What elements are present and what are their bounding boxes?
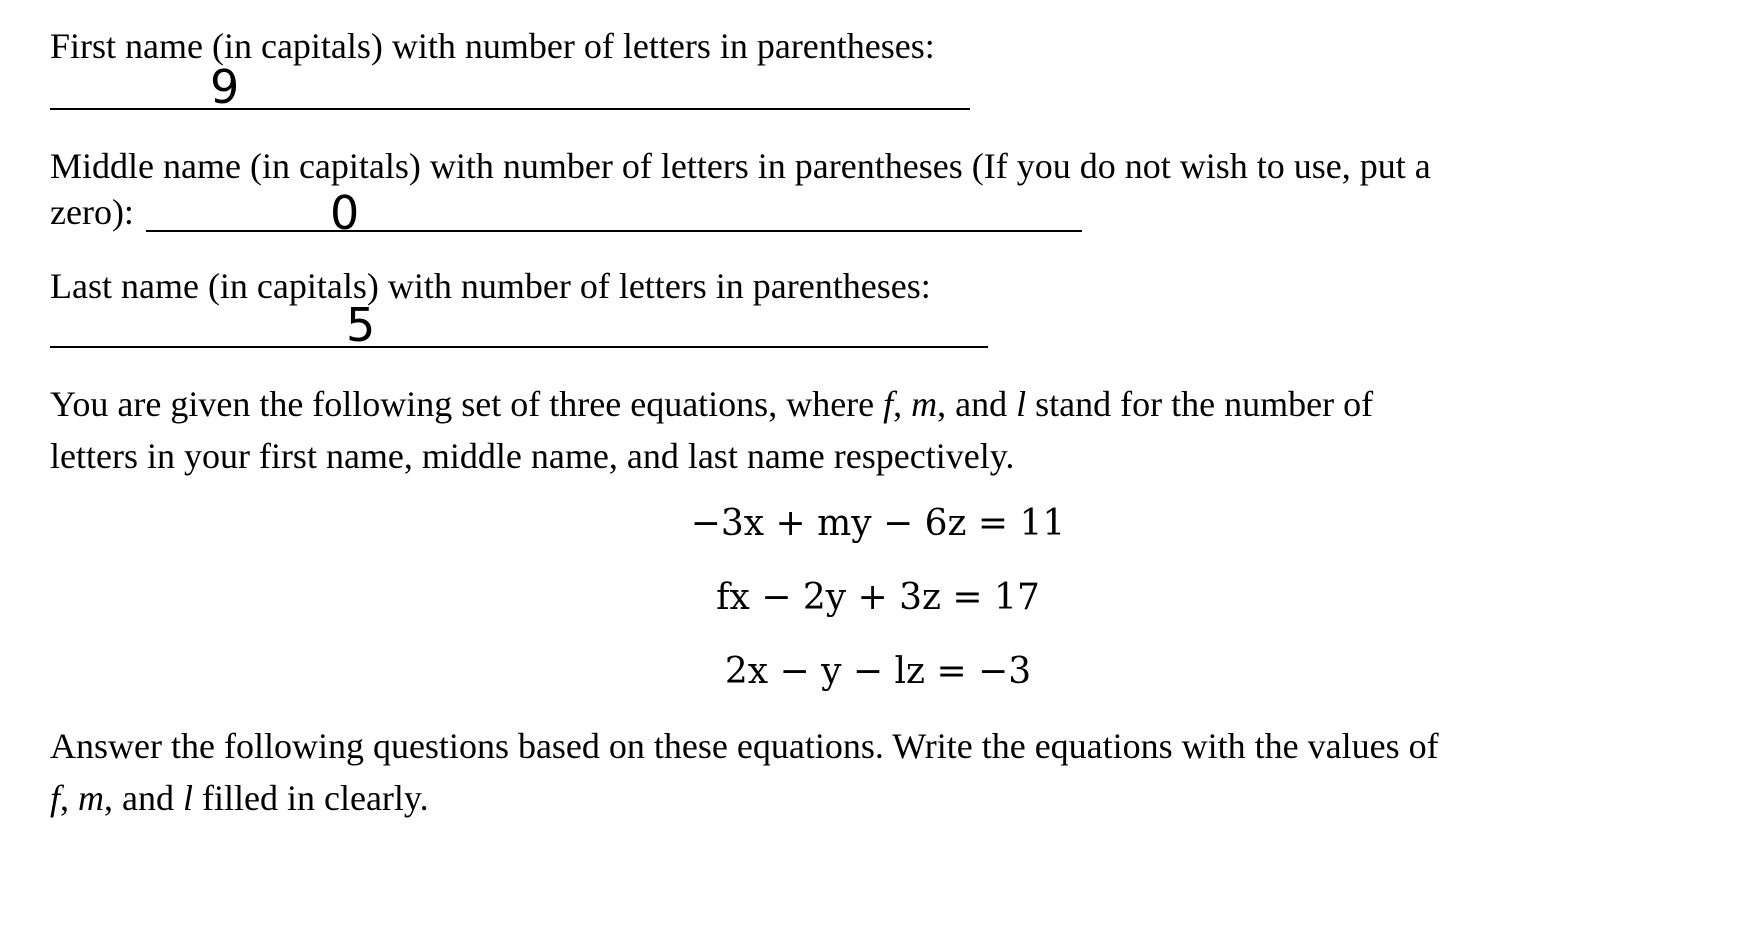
- first-name-handwritten-value: 9: [210, 60, 240, 114]
- middle-name-handwritten-value: 0: [330, 186, 360, 240]
- var-f: f: [883, 384, 894, 424]
- first-name-answer-line[interactable]: [50, 108, 970, 110]
- middle-name-label-line2: zero):: [50, 192, 134, 232]
- equation-3: 2x − y − lz = −3: [724, 651, 1032, 692]
- var-l: l: [1016, 384, 1027, 424]
- var-m: m: [911, 384, 938, 424]
- middle-name-label-line1: Middle name (in capitals) with number of letters in parentheses (If you do not wish to use, put a: [50, 146, 1431, 186]
- equation-1: −3x + my − 6z = 11: [690, 503, 1066, 544]
- intro-line1: [50, 378, 1710, 430]
- instr-text-2: filled in clearly.: [193, 778, 429, 818]
- instructions-line2: [50, 772, 1710, 824]
- intro-paragraph: [50, 378, 1710, 482]
- instr-var-l: l: [183, 778, 194, 818]
- equation-2: fx − 2y + 3z = 17: [716, 577, 1040, 618]
- instructions-line1: Answer the following questions based on these equations. Write the equations with the values of: [50, 726, 1439, 766]
- instr-var-f: f: [50, 778, 61, 818]
- instr-var-m: m: [78, 778, 105, 818]
- last-name-label: Last name (in capitals) with number of letters in parentheses:: [50, 266, 931, 306]
- first-name-label: First name (in capitals) with number of letters in parentheses:: [50, 26, 935, 66]
- middle-name-answer-line[interactable]: [146, 230, 1082, 232]
- intro-sep-1: ,: [893, 384, 912, 424]
- instructions-paragraph: [50, 720, 1710, 824]
- last-name-handwritten-value: 5: [346, 298, 376, 352]
- intro-line2: letters in your first name, middle name, and last name respectively.: [50, 436, 1015, 476]
- intro-text-1: You are given the following set of three equations, where: [50, 384, 884, 424]
- intro-sep-2: , and: [937, 384, 1017, 424]
- instr-sep-2: , and: [104, 778, 183, 818]
- last-name-answer-line[interactable]: [50, 346, 988, 348]
- instr-sep-1: ,: [60, 778, 79, 818]
- intro-text-2: stand for the number of: [1026, 384, 1374, 424]
